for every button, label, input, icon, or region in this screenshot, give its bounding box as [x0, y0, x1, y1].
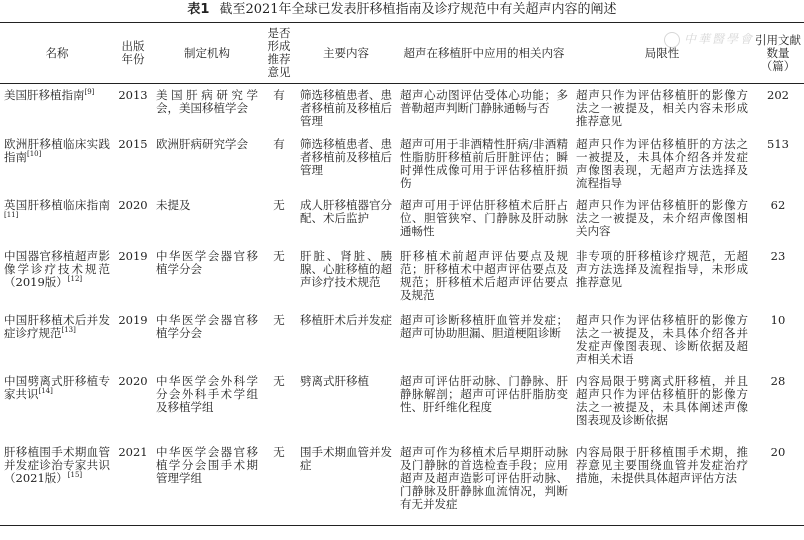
reference-mark: [13]	[61, 326, 76, 334]
cell-year: 2019	[118, 249, 148, 263]
reference-mark: [9]	[84, 88, 95, 96]
cell-year: 2020	[118, 198, 148, 212]
cell-recommendation: 无	[273, 313, 285, 327]
cell-recommendation: 无	[273, 445, 285, 459]
cell-recommendation: 无	[273, 249, 285, 263]
cell-content: 围手术期血管并发症	[300, 445, 392, 472]
cell-content: 移植肝术后并发症	[300, 313, 392, 327]
table-row	[0, 133, 804, 194]
cell-org: 未提及	[156, 198, 191, 212]
cell-ultrasound: 超声可用于非酒精性肝病/非酒精性脂肪肝移植前后肝脏评估；瞬时弹性成像可用于评估移植肝损伤	[400, 137, 568, 190]
reference-mark: [14]	[38, 387, 53, 395]
cell-citations: 513	[767, 137, 789, 151]
header-limitation: 局限性	[644, 45, 680, 60]
cell-name: 中国肝移植术后并发症诊疗规范[13]	[4, 313, 110, 340]
cell-limitation: 超声只作为评估移植肝的方法之一被提及，未具体介绍各并发症声像图表现，无超声方法选择及流程指导	[576, 137, 748, 190]
cell-org: 欧洲肝病研究学会	[156, 137, 248, 151]
table-title: 截至2021年全球已发表肝移植指南及诊疗规范中有关超声内容的阐述	[219, 2, 617, 17]
cell-recommendation: 有	[273, 137, 285, 151]
cell-limitation: 非专项的肝移植诊疗规范，无超声方法选择及流程指导，未形成推荐意见	[576, 249, 748, 289]
cell-limitation: 超声只作为评估移植肝的影像方法之一被提及，未具体介绍各并发症声像图表现、诊断依据及超声相关术语	[576, 313, 748, 366]
guidelines-table	[0, 22, 804, 526]
header-year: 出版年份	[121, 39, 145, 66]
cell-citations: 202	[767, 88, 789, 102]
watermark-text: 中華醫學會	[684, 32, 755, 46]
cell-limitation: 超声只作为评估移植肝的影像方法之一被提及，未介绍声像图相关内容	[576, 198, 748, 238]
header-org: 制定机构	[184, 45, 230, 60]
reference-mark: [10]	[27, 150, 42, 158]
cell-year: 2021	[118, 445, 148, 459]
header-name: 名称	[45, 45, 69, 60]
cell-recommendation: 无	[273, 374, 285, 388]
table-number: 表1	[187, 2, 210, 17]
cell-org: 中华医学会器官移植学分会	[156, 249, 258, 276]
cell-org: 中华医学会器官移植学分会围手术期管理学组	[156, 445, 258, 485]
table-row	[0, 245, 804, 309]
cell-citations: 10	[770, 313, 786, 327]
cell-year: 2013	[118, 88, 148, 102]
cell-name: 中国劈离式肝移植专家共识[14]	[4, 374, 110, 401]
cell-ultrasound: 超声可评估肝动脉、门静脉、肝静脉解剖；超声可评估肝脂肪变性、肝纤维化程度	[400, 374, 568, 414]
cell-ultrasound: 肝移植术前超声评估要点及规范；肝移植术中超声评估要点及规范；肝移植术后超声评估要点及规范	[400, 249, 568, 302]
cell-name: 美国肝移植指南[9]	[4, 88, 95, 102]
cell-org: 中华医学会器官移植学分会	[156, 313, 258, 340]
cell-org: 美国肝病研究学会，美国移植学会	[156, 88, 258, 115]
cell-ultrasound: 超声可作为移植术后早期肝动脉及门静脉的首选检查手段；应用超声及超声造影可评估肝动脉、门静脉及肝静脉血流情况，判断有无并发症	[400, 445, 568, 511]
table-row	[0, 370, 804, 441]
cell-limitation: 内容局限于肝移植围手术期，推荐意见主要围绕血管并发症治疗措施，未提供具体超声评估方法	[576, 445, 748, 485]
cell-year: 2019	[118, 313, 148, 327]
table-row	[0, 441, 804, 526]
cell-citations: 20	[770, 445, 786, 459]
table-row	[0, 309, 804, 370]
cell-recommendation: 无	[273, 198, 285, 212]
reference-mark: [15]	[67, 471, 83, 479]
cell-content: 劈离式肝移植	[300, 374, 369, 388]
cell-ultrasound: 超声心动图评估受体心功能；多普勒超声判断门静脉通畅与否	[400, 88, 568, 115]
table-caption	[0, 2, 804, 18]
cell-year: 2015	[118, 137, 148, 151]
header-content: 主要内容	[323, 45, 369, 60]
cell-content: 筛选移植患者、患者移植前及移植后管理	[300, 88, 392, 128]
cell-ultrasound: 超声可诊断移植肝血管并发症；超声可协助胆漏、胆道梗阻诊断	[400, 313, 568, 340]
table-row	[0, 194, 804, 245]
cell-citations: 23	[770, 249, 786, 263]
cell-recommendation: 有	[273, 88, 285, 102]
cell-name: 英国肝移植临床指南[11]	[4, 198, 110, 219]
cell-name: 肝移植围手术期血管并发症诊治专家共识（2021版）[15]	[4, 445, 110, 485]
cell-limitation: 内容局限于劈离式肝移植，并且超声只作为评估移植肝的影像方法之一被提及，未具体阐述声像图表现及诊断依据	[576, 374, 748, 427]
header-ultrasound: 超声在移植肝中应用的相关内容	[403, 45, 565, 60]
cell-content: 肝脏、肾脏、胰腺、心脏移植的超声诊疗技术规范	[300, 249, 392, 289]
cell-name: 中国器官移植超声影像学诊疗技术规范（2019版）[12]	[4, 249, 110, 289]
cell-org: 中华医学会外科学分会外科手术学组及移植学组	[156, 374, 258, 414]
cell-name: 欧洲肝移植临床实践指南[10]	[4, 137, 110, 164]
header-recommendation: 是否形成推荐意见	[267, 26, 291, 79]
cell-ultrasound: 超声可用于评估肝移植术后肝占位、胆管狭窄、门静脉及肝动脉通畅性	[400, 198, 568, 238]
reference-mark: [12]	[67, 275, 83, 283]
table-header-row	[0, 23, 804, 84]
cell-citations: 62	[770, 198, 786, 212]
reference-mark: [11]	[4, 211, 19, 219]
cell-content: 成人肝移植器官分配、术后监护	[300, 198, 392, 225]
table-row	[0, 84, 804, 134]
cell-year: 2020	[118, 374, 148, 388]
cell-limitation: 超声只作为评估移植肝的影像方法之一被提及，相关内容未形成推荐意见	[576, 88, 748, 128]
cell-citations: 28	[770, 374, 786, 388]
header-citations: 引用文献数量（篇）	[755, 32, 801, 73]
cell-content: 筛选移植患者、患者移植前及移植后管理	[300, 137, 392, 177]
